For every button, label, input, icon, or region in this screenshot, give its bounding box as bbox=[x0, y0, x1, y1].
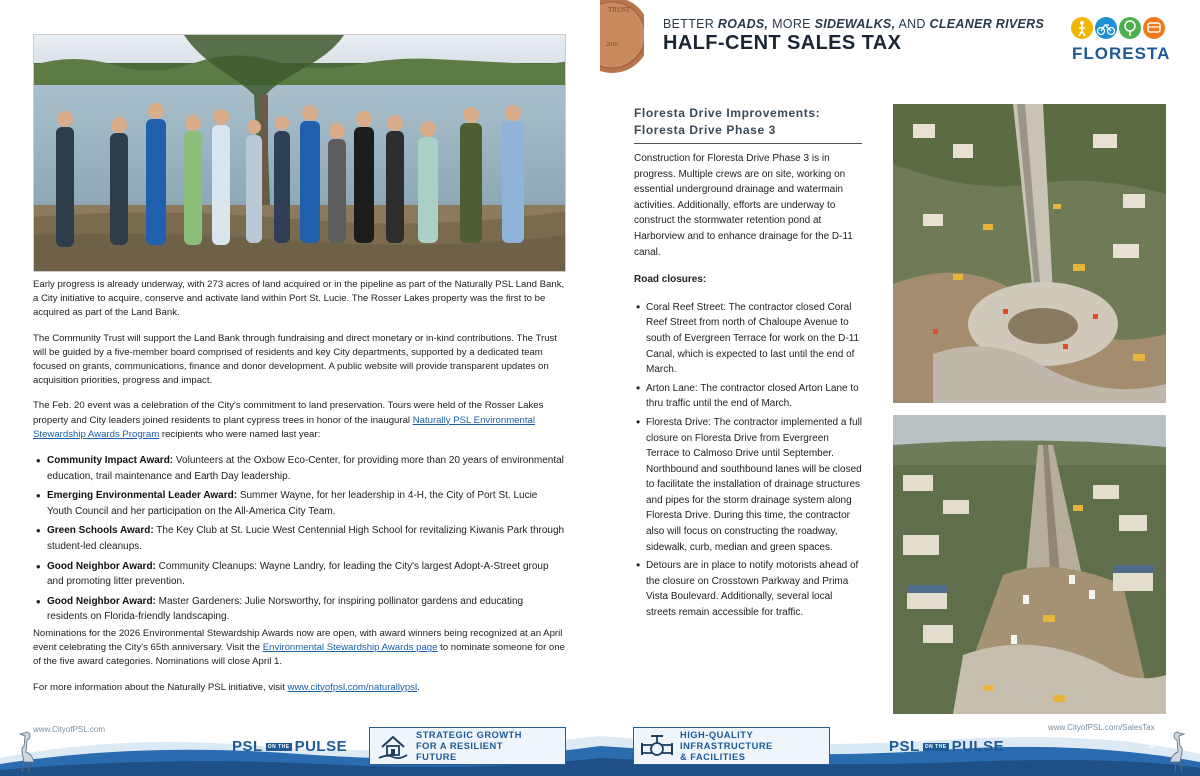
footer-url-left[interactable]: www.CityofPSL.com bbox=[33, 725, 106, 734]
on-the-text: ON THE bbox=[924, 743, 947, 750]
tagline-emphasis: ROADS, bbox=[717, 17, 769, 31]
closures-heading: Road closures: bbox=[634, 274, 707, 286]
award-text: The Key Club at St. Lucie West Centennial High School for revitalizing Kiwanis Park through student-led cleanups. bbox=[47, 525, 565, 552]
pulse-text: PULSE bbox=[294, 738, 348, 755]
banner-line: & FACILITIES bbox=[680, 751, 746, 762]
left-body-text bbox=[33, 278, 565, 706]
page-title: HALF-CENT SALES TAX bbox=[663, 32, 902, 54]
tagline-emphasis: SIDEWALKS, bbox=[814, 17, 896, 31]
award-text: Community Cleanups: Wayne Landry, for leading the City's largest Adopt-A-Street group and promoting litter prevention. bbox=[47, 560, 549, 588]
strategic-growth-label bbox=[416, 730, 522, 763]
infrastructure-label bbox=[680, 730, 773, 763]
list-item: • Detours are in place to notify motorists ahead of the closure on Crosstown Parkway and Prima Vista Boulevard. Additionally, several local streets remain accessible for traffic. bbox=[634, 558, 864, 620]
paragraph-feb-event-text: The Feb. 20 event was a celebration of the City's commitment to land preservation. Tours were held of the Rosser Lakes property and City leaders joined residents to plant cypress trees in honor of the inaugural bbox=[33, 400, 544, 426]
paragraph-feb-event-tail: recipients who were named last year: bbox=[159, 428, 321, 440]
banner-line: HIGH-QUALITY bbox=[680, 729, 754, 740]
paragraph-land-bank: Early progress is already underway, with 273 acres of land acquired or in the pipeline as part of the Naturally PSL Land Bank, a City initiative to acquire, conserve and activate land within Port St. Lucie. The Rosser Lakes property was the first to be acquired as part of the Land Bank. bbox=[33, 279, 565, 319]
psl-text: PSL bbox=[232, 738, 263, 755]
coin-year-text: 2010 bbox=[606, 42, 618, 48]
strategic-growth-banner bbox=[369, 727, 566, 765]
aerial-photo-corridor bbox=[893, 415, 1166, 714]
paragraph-community-trust: The Community Trust will support the Land Bank through fundraising and direct monetary or in-kind contributions. The Trust will be guided by a five-member board comprised of residents and key City departments, supported by a dedicated team focused on grants, communications, finance and donor development. A public website will provide transparent updates on acquisition priorities, progress and impact. bbox=[33, 332, 558, 387]
tagline-part: BETTER bbox=[663, 17, 718, 31]
stewardship-awards-page-link[interactable]: Environmental Stewardship Awards page bbox=[262, 642, 438, 654]
naturallypsl-link[interactable]: www.cityofpsl.com/naturallypsl bbox=[287, 681, 418, 693]
list-item bbox=[33, 594, 565, 625]
awards-program-link[interactable]: Naturally PSL Environmental Stewardship Awards Program bbox=[33, 414, 535, 440]
right-body-text bbox=[634, 151, 864, 624]
award-title: Good Neighbor Award: bbox=[47, 560, 156, 572]
section-title-line: Floresta Drive Improvements: bbox=[634, 106, 821, 120]
banner-line: STRATEGIC GROWTH bbox=[416, 729, 522, 740]
award-title: Good Neighbor Award: bbox=[47, 595, 156, 607]
section-title bbox=[634, 105, 862, 144]
list-item bbox=[33, 453, 565, 484]
header-tagline bbox=[663, 17, 1044, 31]
water-valve-icon bbox=[634, 729, 680, 763]
floresta-logo-icons bbox=[1070, 16, 1170, 42]
tagline-part: MORE bbox=[768, 17, 815, 31]
banner-line: INFRASTRUCTURE bbox=[680, 740, 773, 751]
list-item: • Coral Reef Street: The contractor closed Coral Reef Street from north of Chaloupe Avenue to south of Evergreen Terrace for work on the D-11 Canal, which is expected to last until the end of March. bbox=[634, 300, 864, 378]
tagline-emphasis: CLEANER RIVERS bbox=[929, 17, 1045, 31]
infrastructure-banner bbox=[633, 727, 830, 765]
heron-icon bbox=[10, 728, 40, 772]
list-item bbox=[33, 523, 565, 554]
paragraph-more-info-text: For more information about the Naturally PSL initiative, visit bbox=[33, 681, 288, 693]
award-text: Summer Wayne, for her leadership in 4-H, the City of Port St. Lucie Youth Council and her participation on the All-America City Team. bbox=[47, 490, 538, 517]
heron-icon bbox=[1164, 728, 1194, 772]
banner-line: FUTURE bbox=[416, 751, 457, 762]
aerial-photo-roundabout-illustration bbox=[893, 104, 1166, 403]
house-hand-icon bbox=[370, 729, 416, 763]
list-item: • Floresta Drive: The contractor implemented a full closure on Floresta Drive from Evergreen Terrace to Calmoso Drive until September. Northbound and southbound lanes will be closed to facilitate the installation of drainage structures and pipes for the storm drainage system along Floresta Drive. During this time, the contractor also will focus on constructing the roadway, sidewalk, curb, median and green spaces. bbox=[634, 415, 864, 555]
aerial-photo-roundabout bbox=[893, 104, 1166, 403]
page-number-right: 9 bbox=[1149, 740, 1155, 751]
award-title: Emerging Environmental Leader Award: bbox=[47, 490, 238, 502]
psl-text: PSL bbox=[889, 738, 920, 755]
list-item bbox=[33, 559, 565, 590]
intro-paragraph: Construction for Floresta Drive Phase 3 is in progress. Multiple crews are on site, working on essential underground drainage and watermain activities. Additionally, efforts are underway to construct the stormwater retention pond at Harborview and to enhance drainage for the D-11 canal. bbox=[634, 153, 853, 258]
award-title: Green Schools Award: bbox=[47, 525, 154, 537]
list-item: • Arton Lane: The contractor closed Arton Lane to thru traffic until the end of March. bbox=[634, 381, 864, 412]
tagline-part: AND bbox=[895, 17, 930, 31]
paragraph-nominations-tail: to nominate someone for one of the five award categories. Nominations will close April 1. bbox=[33, 642, 565, 668]
section-title-line: Floresta Drive Phase 3 bbox=[634, 123, 776, 137]
award-title: Community Impact Award: bbox=[47, 455, 174, 467]
floresta-logo-text: FLORESTA bbox=[1072, 44, 1171, 63]
coin-top-text: TRUST bbox=[608, 6, 631, 14]
pulse-text: PULSE bbox=[951, 738, 1005, 755]
aerial-photo-corridor-illustration bbox=[893, 415, 1166, 714]
group-photo-illustration bbox=[34, 35, 566, 272]
psl-on-the-pulse-logo-left bbox=[232, 738, 347, 755]
group-photo bbox=[33, 34, 566, 272]
psl-on-the-pulse-logo-right bbox=[889, 738, 1004, 755]
penny-coin-icon bbox=[600, 0, 644, 78]
floresta-logo bbox=[1070, 16, 1170, 66]
awards-list bbox=[33, 453, 565, 625]
closures-list bbox=[634, 300, 864, 621]
paragraph-feb-event bbox=[33, 399, 565, 442]
paragraph-more-info bbox=[33, 681, 565, 695]
banner-line: FOR A RESILIENT bbox=[416, 740, 503, 751]
paragraph-nominations bbox=[33, 627, 565, 670]
award-text: Master Gardeners: Julie Norsworthy, for inspiring pollinator gardens and educating residents on Florida-friendly landscaping. bbox=[47, 595, 524, 623]
footer-url-right[interactable]: www.CityofPSL.com/SalesTax bbox=[1048, 723, 1155, 732]
right-page bbox=[600, 0, 1200, 776]
paragraph-nominations-text: Nominations for the 2026 Environmental Stewardship Awards now are open, with award winners being recognized at an April event celebrating the City's 65th anniversary. Visit the bbox=[33, 627, 563, 654]
paragraph-more-info-tail: . bbox=[417, 681, 420, 693]
page-number-left: 8 bbox=[57, 740, 63, 751]
on-the-text: ON THE bbox=[267, 743, 290, 750]
award-text: Volunteers at the Oxbow Eco-Center, for providing more than 20 years of environmental education, trail maintenance and Earth Day leadership. bbox=[47, 455, 564, 482]
list-item bbox=[33, 488, 565, 519]
